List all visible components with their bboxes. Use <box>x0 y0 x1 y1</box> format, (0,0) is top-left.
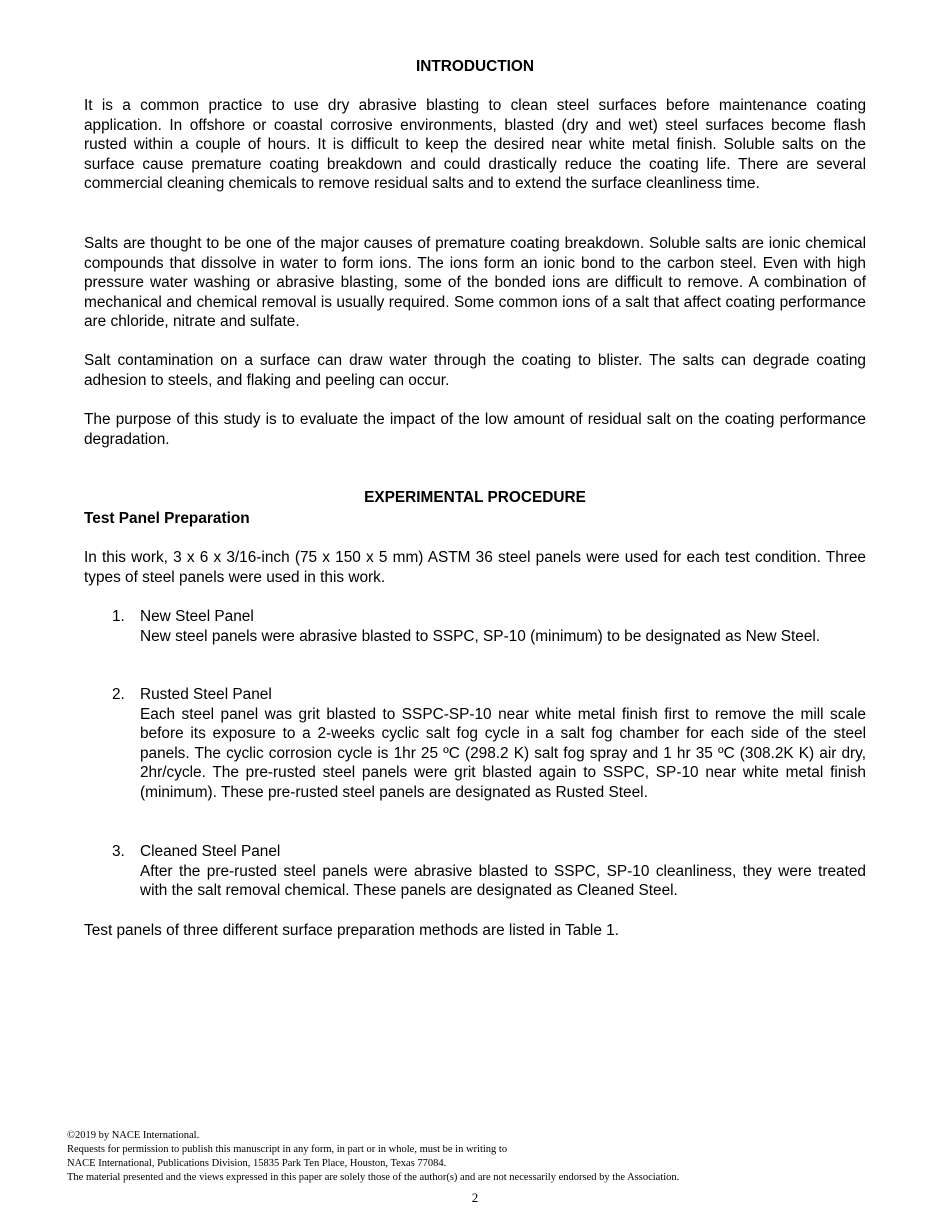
footer-line: NACE International, Publications Division, 15835 Park Ten Place, Houston, Texas 77084. <box>67 1158 447 1169</box>
experimental-intro-paragraph: In this work, 3 x 6 x 3/16-inch (75 x 150 x 5 mm) ASTM 36 steel panels were used for each test condition. Three types of steel panels were used in this work. <box>84 549 866 586</box>
page-number: 2 <box>471 1190 479 1205</box>
footer-line: The material presented and the views expressed in this paper are solely those of the author(s) and are not necessarily endorsed by the Association. <box>67 1172 680 1183</box>
intro-paragraph-3: Salt contamination on a surface can draw water through the coating to blister. The salts can degrade coating adhesion to steels, and flaking and peeling can occur. <box>84 352 866 389</box>
list-item-description: Each steel panel was grit blasted to SSPC-SP-10 near white metal finish first to remove the mill scale before its exposure to a 2-weeks cyclic salt fog cycle in a salt fog chamber for each side of the steel panels. The cyclic corrosion cycle is 1hr 25 ºC (298.2 K) salt fog spray and 1 hr 35 ºC (308.2K K) air dry, 2hr/cycle. The pre-rusted steel panels were grit blasted again to SSPC, SP-10 near white metal finish (minimum). These pre-rusted steel panels are designated as Rusted Steel. <box>140 705 866 801</box>
intro-paragraph-1: It is a common practice to use dry abrasive blasting to clean steel surfaces before maintenance coating application. In offshore or coastal corrosive environments, blasted (dry and wet) steel surfaces become flash rusted within a couple of hours. It is difficult to keep the desired near white metal finish. Soluble salts on the surface cause premature coating breakdown and could drastically reduce the coating life. There are several commercial cleaning chemicals to remove residual salts and to extend the surface cleanliness time. <box>84 97 866 193</box>
list-item-number: 1. <box>112 608 125 625</box>
list-item-description: New steel panels were abrasive blasted to SSPC, SP-10 (minimum) to be designated as New Steel. <box>140 627 821 645</box>
intro-paragraph-2: Salts are thought to be one of the major causes of premature coating breakdown. Soluble salts are ionic chemical compounds that dissolve in water to form ions. The ions form an ionic bond to the carbon steel. Even with high pressure water washing or abrasive blasting, some of the bonded ions are difficult to remove. A combination of mechanical and chemical removal is usually required. Some common ions of a salt that affect coating performance are chloride, nitrate and sulfate. <box>84 235 866 331</box>
list-item-number: 2. <box>112 686 125 703</box>
copyright-footer <box>67 1129 887 1185</box>
list-item-title: New Steel Panel <box>140 608 254 625</box>
experimental-closing-paragraph: Test panels of three different surface preparation methods are listed in Table 1. <box>84 922 620 939</box>
experimental-procedure-heading: EXPERIMENTAL PROCEDURE <box>364 489 586 506</box>
intro-paragraph-4: The purpose of this study is to evaluate the impact of the low amount of residual salt on the coating performance degradation. <box>84 411 866 448</box>
footer-line: ©2019 by NACE International. <box>67 1130 200 1141</box>
list-item-number: 3. <box>112 843 125 860</box>
introduction-heading: INTRODUCTION <box>416 58 534 75</box>
list-item-description: After the pre-rusted steel panels were abrasive blasted to SSPC, SP-10 cleanliness, they were treated with the salt removal chemical. These panels are designated as Cleaned Steel. <box>140 862 866 900</box>
list-item-title: Cleaned Steel Panel <box>140 843 281 860</box>
footer-line: Requests for permission to publish this manuscript in any form, in part or in whole, must be in writing to <box>67 1144 508 1155</box>
list-item-title: Rusted Steel Panel <box>140 686 272 703</box>
test-panel-preparation-subheading: Test Panel Preparation <box>84 510 250 527</box>
